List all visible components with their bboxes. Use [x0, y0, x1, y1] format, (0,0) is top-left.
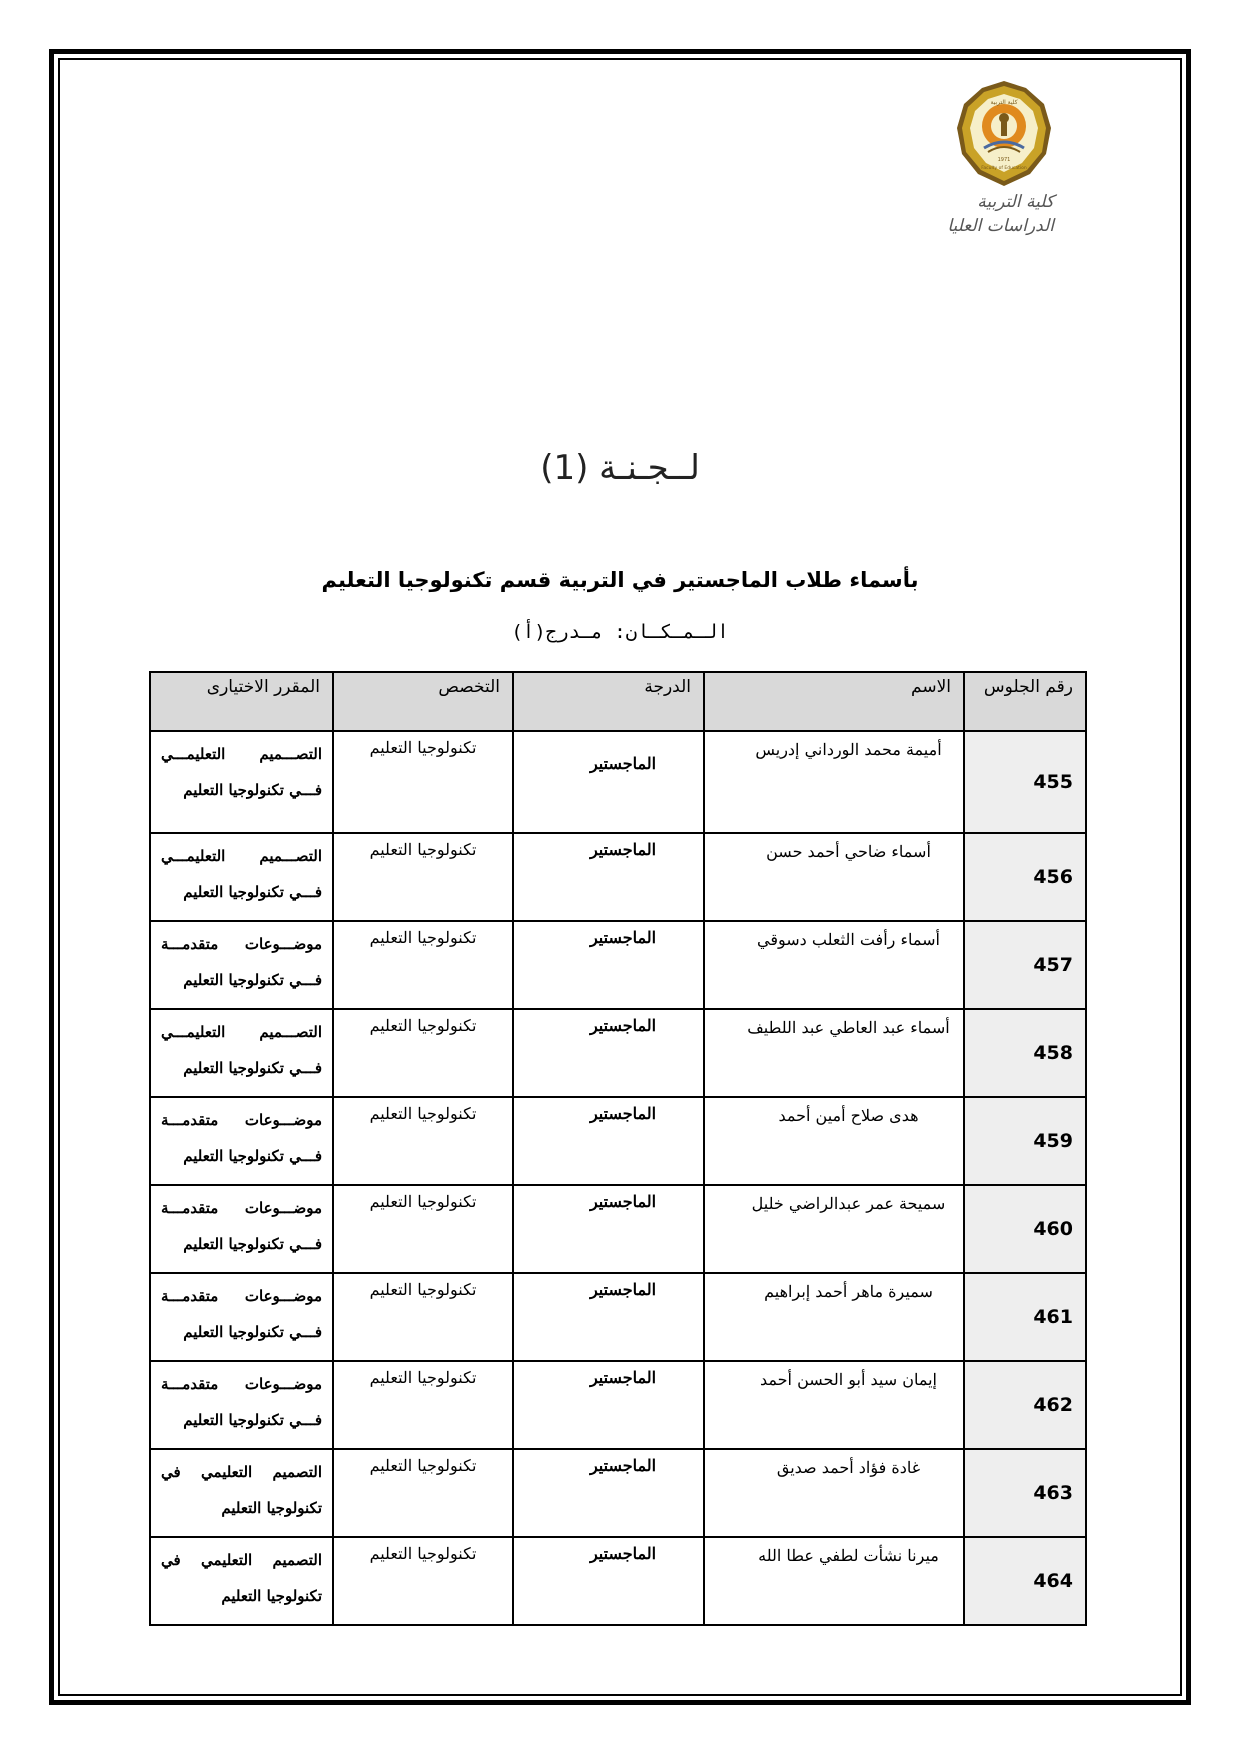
students-table	[149, 671, 1087, 1626]
table-row	[150, 1097, 1086, 1185]
student-name: أسماء ضاحي أحمد حسن	[704, 833, 964, 921]
seat-number: 464	[964, 1537, 1086, 1625]
elective-course: التصميم التعليمي في تكنولوجيا التعليم	[150, 1449, 333, 1537]
seat-number: 462	[964, 1361, 1086, 1449]
table-row	[150, 1185, 1086, 1273]
elective-course: التصـــميم التعليمـــي فـــي تكنولوجيا التعليم	[150, 1009, 333, 1097]
header-name: الاسم	[704, 672, 964, 731]
specialization: تكنولوجيا التعليم	[333, 1097, 513, 1185]
specialization: تكنولوجيا التعليم	[333, 1185, 513, 1273]
seat-number: 461	[964, 1273, 1086, 1361]
degree: الماجستير	[513, 833, 704, 921]
student-name: أميمة محمد الورداني إدريس	[704, 731, 964, 833]
specialization: تكنولوجيا التعليم	[333, 1273, 513, 1361]
elective-course: موضـــوعات متقدمـــة فـــي تكنولوجيا التعليم	[150, 1185, 333, 1273]
logo-text-top: كلية التربية	[990, 99, 1018, 106]
table-row	[150, 731, 1086, 833]
table-row	[150, 833, 1086, 921]
degree: الماجستير	[513, 1361, 704, 1449]
table-row	[150, 921, 1086, 1009]
degree: الماجستير	[513, 1449, 704, 1537]
table-row	[150, 1273, 1086, 1361]
logo-year: 1971	[997, 157, 1011, 163]
elective-course: موضـــوعات متقدمـــة فـــي تكنولوجيا التعليم	[150, 921, 333, 1009]
specialization: تكنولوجيا التعليم	[333, 833, 513, 921]
table-row	[150, 1449, 1086, 1537]
specialization: تكنولوجيا التعليم	[333, 1009, 513, 1097]
seat-number: 456	[964, 833, 1086, 921]
header-specialization: التخصص	[333, 672, 513, 731]
degree: الماجستير	[513, 1009, 704, 1097]
student-name: هدى صلاح أمين أحمد	[704, 1097, 964, 1185]
header-degree: الدرجة	[513, 672, 704, 731]
table-row	[150, 1361, 1086, 1449]
seat-number: 458	[964, 1009, 1086, 1097]
exam-place: الـمـكـان: مـدرج(أ)	[511, 621, 729, 643]
student-name: سميحة عمر عبدالراضي خليل	[704, 1185, 964, 1273]
table-header-row	[150, 672, 1086, 731]
student-name: أسماء رأفت الثعلب دسوقي	[704, 921, 964, 1009]
faculty-seal-icon	[954, 78, 1054, 190]
degree: الماجستير	[513, 731, 704, 833]
elective-course: التصـــميم التعليمـــي فـــي تكنولوجيا التعليم	[150, 731, 333, 833]
specialization: تكنولوجيا التعليم	[333, 731, 513, 833]
specialization: تكنولوجيا التعليم	[333, 921, 513, 1009]
elective-course: موضـــوعات متقدمـــة فـــي تكنولوجيا التعليم	[150, 1097, 333, 1185]
elective-course: موضـــوعات متقدمـــة فـــي تكنولوجيا التعليم	[150, 1361, 333, 1449]
table-row	[150, 1537, 1086, 1625]
degree: الماجستير	[513, 921, 704, 1009]
header-seat: رقم الجلوس	[964, 672, 1086, 731]
document-subtitle: بأسماء طلاب الماجستير في التربية قسم تكنولوجيا التعليم	[321, 568, 919, 592]
degree: الماجستير	[513, 1273, 704, 1361]
committee-title: لــجـنـة (1)	[540, 448, 700, 488]
student-name: غادة فؤاد أحمد صديق	[704, 1449, 964, 1537]
elective-course: التصميم التعليمي في تكنولوجيا التعليم	[150, 1537, 333, 1625]
student-name: ميرنا نشأت لطفي عطا الله	[704, 1537, 964, 1625]
elective-course: التصـــميم التعليمـــي فـــي تكنولوجيا التعليم	[150, 833, 333, 921]
student-name: أسماء عبد العاطي عبد اللطيف	[704, 1009, 964, 1097]
seat-number: 457	[964, 921, 1086, 1009]
seat-number: 455	[964, 731, 1086, 833]
seat-number: 463	[964, 1449, 1086, 1537]
student-name: سميرة ماهر أحمد إبراهيم	[704, 1273, 964, 1361]
seat-number: 460	[964, 1185, 1086, 1273]
student-name: إيمان سيد أبو الحسن أحمد	[704, 1361, 964, 1449]
logo-text-bottom: Faculty of Education	[981, 166, 1027, 171]
seat-number: 459	[964, 1097, 1086, 1185]
header-elective: المقرر الاختيارى	[150, 672, 333, 731]
specialization: تكنولوجيا التعليم	[333, 1449, 513, 1537]
header-faculty: كلية التربية	[977, 192, 1054, 212]
header-department: الدراسات العليا	[947, 216, 1054, 236]
degree: الماجستير	[513, 1537, 704, 1625]
specialization: تكنولوجيا التعليم	[333, 1361, 513, 1449]
degree: الماجستير	[513, 1185, 704, 1273]
elective-course: موضـــوعات متقدمـــة فـــي تكنولوجيا التعليم	[150, 1273, 333, 1361]
table-row	[150, 1009, 1086, 1097]
degree: الماجستير	[513, 1097, 704, 1185]
specialization: تكنولوجيا التعليم	[333, 1537, 513, 1625]
